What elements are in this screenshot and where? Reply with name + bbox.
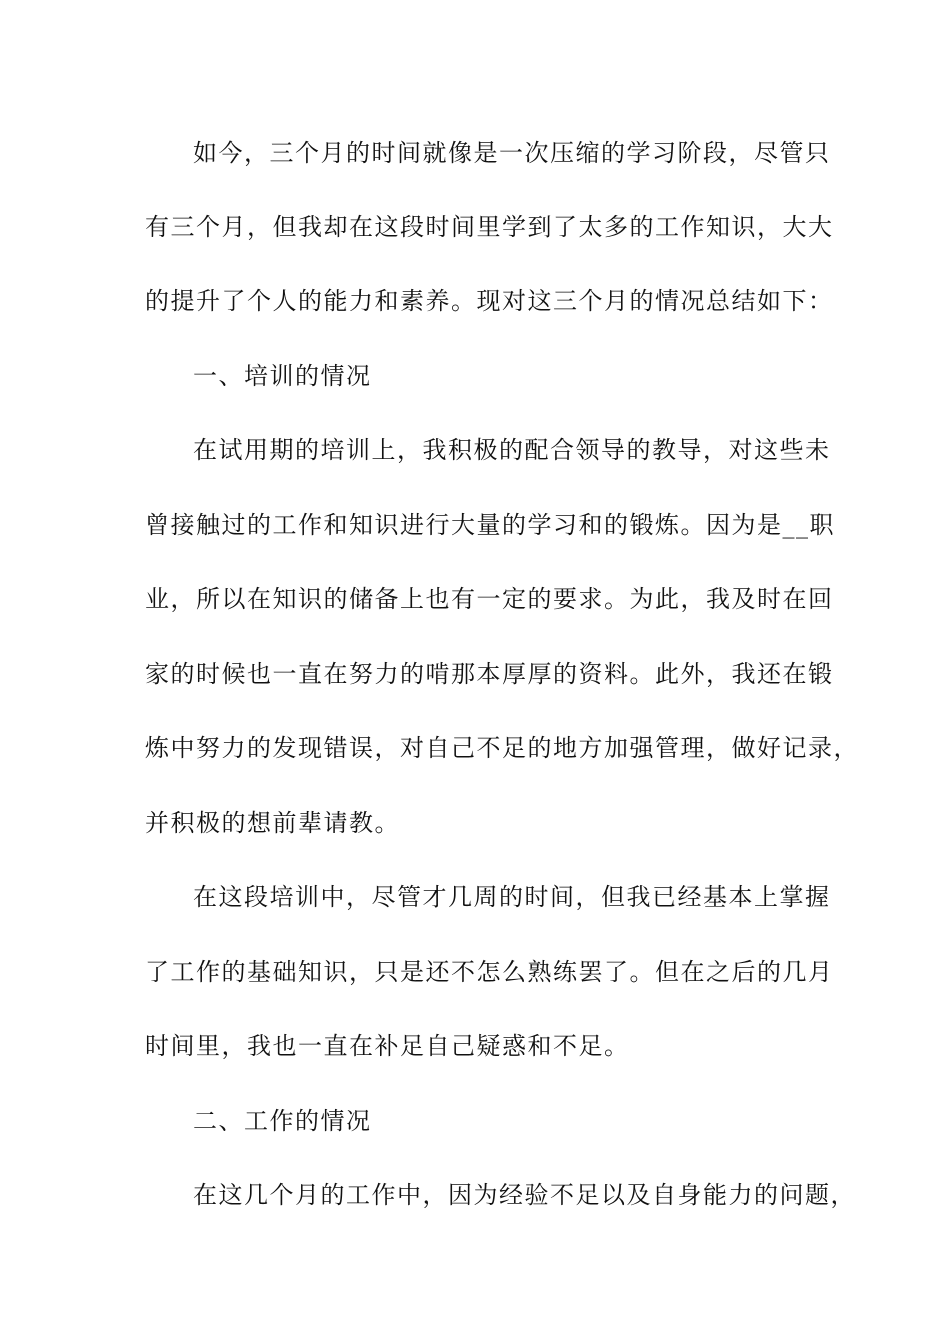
paragraph-progress-line-3: 时间里，我也一直在补足自己疑惑和不足。	[145, 1032, 630, 1060]
paragraph-work-line-1: 在这几个月的工作中，因为经验不足以及自身能力的问题，	[193, 1181, 856, 1209]
paragraph-training-line-5: 炼中努力的发现错误，对自己不足的地方加强管理，做好记录，	[145, 734, 859, 762]
paragraph-intro-line-2: 有三个月，但我却在这段时间里学到了太多的工作知识，大大	[145, 213, 834, 241]
paragraph-progress-line-2: 了工作的基础知识，只是还不怎么熟练罢了。但在之后的几月	[145, 958, 834, 986]
paragraph-training-line-6: 并积极的想前辈请教。	[145, 809, 400, 837]
paragraph-intro-line-1: 如今，三个月的时间就像是一次压缩的学习阶段，尽管只	[193, 139, 831, 167]
paragraph-intro-line-3: 的提升了个人的能力和素养。现对这三个月的情况总结如下：	[145, 287, 834, 315]
paragraph-training-line-4: 家的时候也一直在努力的啃那本厚厚的资料。此外，我还在锻	[145, 660, 834, 688]
paragraph-training-line-2: 曾接触过的工作和知识进行大量的学习和的锻炼。因为是__职	[145, 511, 835, 539]
section-heading-work: 二、工作的情况	[193, 1107, 372, 1135]
paragraph-training-line-1: 在试用期的培训上，我积极的配合领导的教导，对这些未	[193, 436, 831, 464]
paragraph-progress-line-1: 在这段培训中，尽管才几周的时间，但我已经基本上掌握	[193, 883, 831, 911]
section-heading-training: 一、培训的情况	[193, 362, 372, 390]
paragraph-training-line-3: 业，所以在知识的储备上也有一定的要求。为此，我及时在回	[145, 585, 834, 613]
